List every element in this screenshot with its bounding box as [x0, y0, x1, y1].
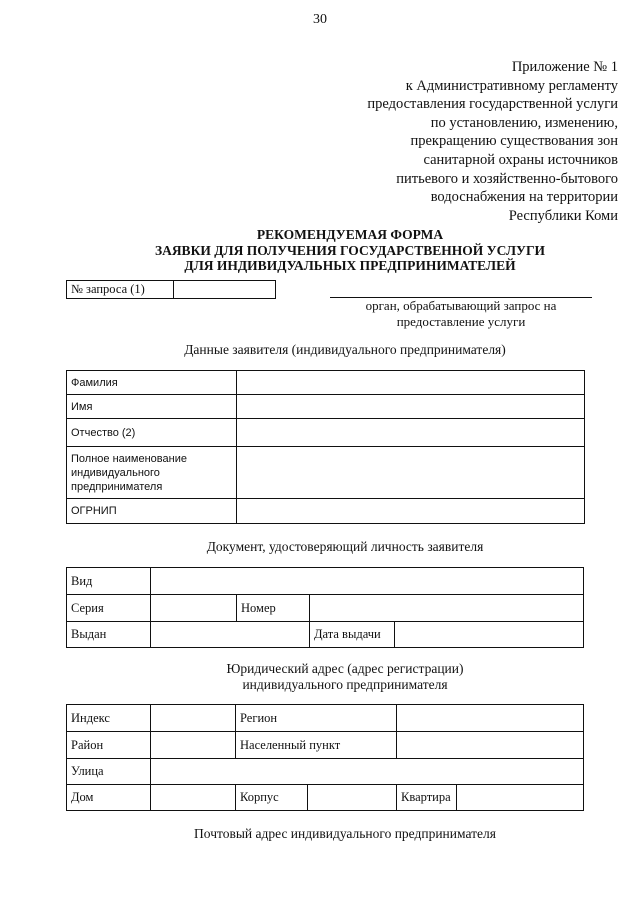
organ-caption-line: орган, обрабатывающий запрос на — [365, 298, 557, 313]
doc-issued-field[interactable] — [151, 622, 310, 648]
street-field[interactable] — [151, 759, 584, 785]
appendix-line: по установлению, изменению, — [430, 114, 618, 131]
doc-type-label: Вид — [67, 568, 151, 595]
district-label: Район — [67, 732, 151, 759]
form-title — [0, 227, 640, 274]
index-field[interactable] — [151, 705, 236, 732]
full-name-label — [67, 447, 237, 499]
postal-address-section-title: Почтовый адрес индивидуального предпринимателя — [194, 826, 496, 841]
doc-number-field[interactable] — [310, 595, 584, 622]
appendix-line: предоставления государственной услуги — [367, 96, 618, 113]
request-number-label: № запроса (1) — [71, 282, 145, 296]
appendix-line: питьевого и хозяйственно-бытового — [396, 170, 618, 187]
legal-address-table — [66, 704, 584, 811]
patronymic-field[interactable] — [237, 419, 585, 447]
appendix-line: прекращению существования зон — [410, 133, 618, 150]
request-number-divider — [173, 281, 174, 298]
organ-caption-line: предоставление услуги — [396, 314, 526, 329]
district-field[interactable] — [151, 732, 236, 759]
appendix-line: к Административному регламенту — [405, 77, 618, 94]
surname-field[interactable] — [237, 371, 585, 395]
name-field[interactable] — [237, 395, 585, 419]
street-label: Улица — [67, 759, 151, 785]
patronymic-label: Отчество (2) — [67, 419, 237, 447]
identity-section-title: Документ, удостоверяющий личность заявителя — [206, 539, 484, 554]
request-number-box — [66, 280, 276, 299]
appendix-line: Республики Коми — [508, 207, 618, 224]
applicant-section-title: Данные заявителя (индивидуального предпринимателя) — [184, 342, 506, 357]
form-title-line: РЕКОМЕНДУЕМАЯ ФОРМА — [256, 227, 444, 242]
legal-address-title-line: индивидуального предпринимателя — [242, 677, 448, 692]
name-label: Имя — [67, 395, 237, 419]
building-label: Корпус — [236, 785, 308, 811]
surname-label: Фамилия — [67, 371, 237, 395]
full-name-label-line: Полное наименование — [71, 452, 187, 465]
locality-field[interactable] — [397, 732, 584, 759]
doc-series-label: Серия — [67, 595, 151, 622]
full-name-label-line: индивидуального — [71, 466, 160, 479]
apartment-field[interactable] — [457, 785, 584, 811]
ogrnip-field[interactable] — [237, 499, 585, 524]
appendix-line: водоснабжения на территории — [430, 189, 618, 206]
index-label: Индекс — [67, 705, 151, 732]
doc-number-label: Номер — [237, 595, 310, 622]
apartment-label: Квартира — [397, 785, 457, 811]
appendix-header — [367, 58, 618, 225]
full-name-label-line: предпринимателя — [71, 480, 163, 493]
building-field[interactable] — [308, 785, 397, 811]
appendix-line: санитарной охраны источников — [423, 151, 618, 168]
doc-issue-date-label: Дата выдачи — [310, 622, 395, 648]
form-title-line: ДЛЯ ИНДИВИДУАЛЬНЫХ ПРЕДПРИНИМАТЕЛЕЙ — [184, 258, 516, 273]
legal-address-title-line: Юридический адрес (адрес регистрации) — [226, 661, 464, 676]
legal-address-section-title — [0, 661, 640, 693]
page-number: 30 — [313, 12, 327, 27]
region-label: Регион — [236, 705, 397, 732]
identity-table — [66, 567, 584, 648]
doc-issued-label: Выдан — [67, 622, 151, 648]
ogrnip-label: ОГРНИП — [67, 499, 237, 524]
appendix-line: Приложение № 1 — [511, 59, 618, 75]
applicant-table — [66, 370, 585, 524]
region-field[interactable] — [397, 705, 584, 732]
doc-type-field[interactable] — [151, 568, 584, 595]
organ-caption — [330, 298, 592, 330]
doc-series-field[interactable] — [151, 595, 237, 622]
house-field[interactable] — [151, 785, 236, 811]
full-name-field[interactable] — [237, 447, 585, 499]
form-title-line: ЗАЯВКИ ДЛЯ ПОЛУЧЕНИЯ ГОСУДАРСТВЕННОЙ УСЛУГИ — [154, 242, 546, 258]
doc-issue-date-field[interactable] — [395, 622, 584, 648]
house-label: Дом — [67, 785, 151, 811]
locality-label: Населенный пункт — [236, 732, 397, 759]
